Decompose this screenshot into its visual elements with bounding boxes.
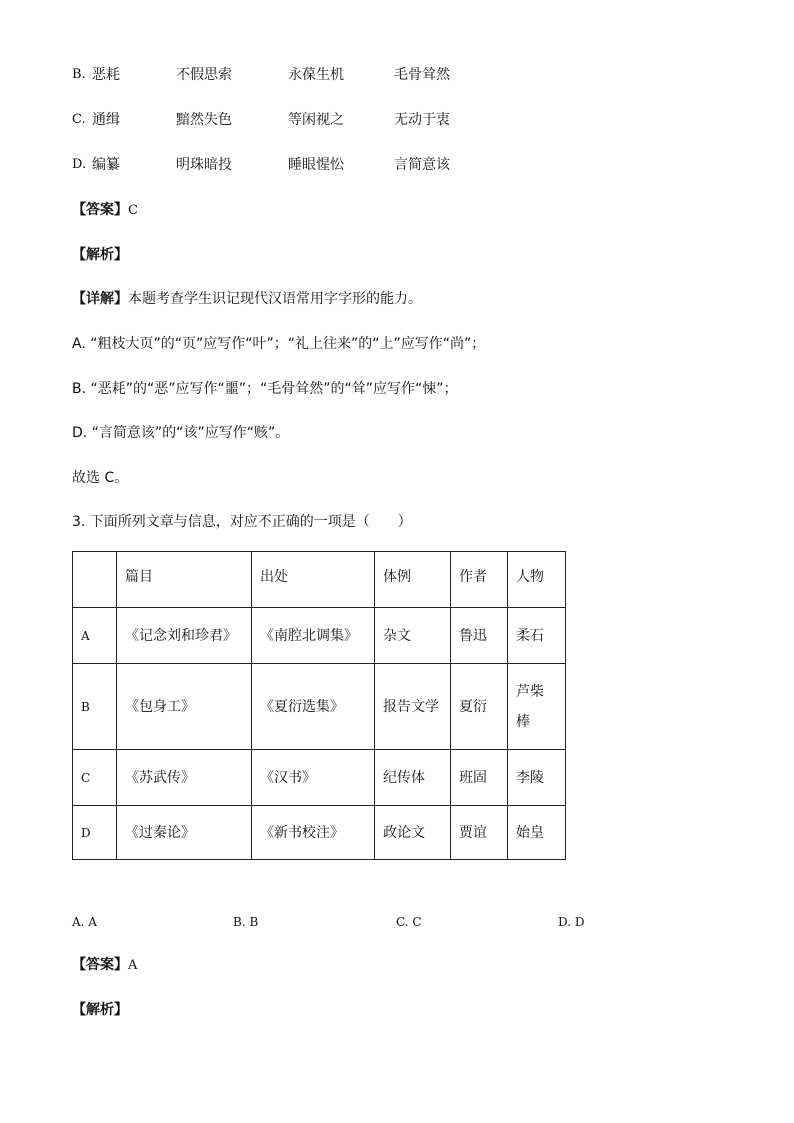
option-word: 永葆生机 bbox=[288, 67, 344, 83]
table-cell: 《苏武传》 bbox=[117, 750, 252, 806]
row-label: C bbox=[73, 750, 117, 806]
option-word: 明珠暗投 bbox=[176, 157, 232, 173]
table-header-cell: 人物 bbox=[508, 552, 566, 608]
answer-value: C bbox=[128, 203, 138, 218]
explanation-line: B. “恶耗”的“恶”应写作“噩”；“毛骨耸然”的“耸”应写作“悚”； bbox=[72, 381, 458, 397]
answer-tag: 【答案】 bbox=[72, 202, 128, 218]
table-row bbox=[73, 664, 566, 750]
choice-c: C. C bbox=[396, 915, 422, 929]
choice-a: A. A bbox=[72, 915, 97, 929]
table-cell: 《记念刘和珍君》 bbox=[117, 608, 252, 664]
answer-choices bbox=[72, 912, 632, 932]
table-header-row bbox=[73, 552, 566, 608]
explanation-line: D. “言简意该”的“该”应写作“赅”。 bbox=[72, 425, 290, 441]
option-word: 等闲视之 bbox=[288, 112, 344, 128]
option-word: 不假思索 bbox=[176, 67, 232, 83]
table-row bbox=[73, 806, 566, 860]
conclusion-line: 故选 C。 bbox=[72, 470, 129, 486]
answer-line bbox=[72, 200, 138, 221]
analysis-tag: 【解析】 bbox=[72, 1002, 128, 1018]
choice-d: D. D bbox=[558, 915, 585, 929]
table-header-cell: 作者 bbox=[451, 552, 508, 608]
table-cell: 《汉书》 bbox=[252, 750, 375, 806]
option-word: 恶耗 bbox=[92, 67, 120, 83]
answer-line bbox=[72, 955, 137, 976]
table-header-cell: 出处 bbox=[252, 552, 375, 608]
question-3-text: 3. 下面所列文章与信息，对应不正确的一项是（ ） bbox=[72, 514, 412, 530]
table-cell: 鲁迅 bbox=[451, 608, 508, 664]
table-cell: 纪传体 bbox=[375, 750, 451, 806]
option-word: 黯然失色 bbox=[176, 112, 232, 128]
table-cell: 《南腔北调集》 bbox=[252, 608, 375, 664]
explanation-line: A. “粗枝大页”的“页”应写作“叶”；“礼上往来”的“上”应写作“尚”； bbox=[72, 336, 486, 352]
option-word: 编纂 bbox=[92, 157, 120, 173]
table-cell: 始皇 bbox=[508, 806, 566, 860]
option-word: 无动于衷 bbox=[394, 112, 450, 128]
table-cell: 政论文 bbox=[375, 806, 451, 860]
table-row bbox=[73, 608, 566, 664]
detail-text: 本题考查学生识记现代汉语常用字字形的能力。 bbox=[128, 291, 422, 307]
table-cell: 《过秦论》 bbox=[117, 806, 252, 860]
table-cell: 《新书校注》 bbox=[252, 806, 375, 860]
answer-tag: 【答案】 bbox=[72, 957, 128, 973]
analysis-tag: 【解析】 bbox=[72, 247, 128, 263]
option-letter: C. bbox=[72, 112, 86, 127]
table-cell: 《包身工》 bbox=[117, 664, 252, 750]
info-table bbox=[72, 551, 566, 860]
table-header-cell: 篇目 bbox=[117, 552, 252, 608]
option-letter: B. bbox=[72, 67, 86, 82]
table-cell: 报告文学 bbox=[375, 664, 451, 750]
row-label: D bbox=[73, 806, 117, 860]
table-cell: 柔石 bbox=[508, 608, 566, 664]
row-label: A bbox=[73, 608, 117, 664]
table-row bbox=[73, 750, 566, 806]
table-cell: 杂文 bbox=[375, 608, 451, 664]
table-cell: 贾谊 bbox=[451, 806, 508, 860]
table-cell: 夏衍 bbox=[451, 664, 508, 750]
detail-tag: 【详解】 bbox=[72, 291, 128, 307]
answer-value: A bbox=[128, 958, 138, 973]
option-letter: D. bbox=[72, 157, 87, 172]
option-word: 睡眼惺忪 bbox=[288, 157, 344, 173]
option-word: 言简意该 bbox=[394, 157, 450, 173]
table-header-cell bbox=[73, 552, 117, 608]
table-cell: 班固 bbox=[451, 750, 508, 806]
table-cell: 李陵 bbox=[508, 750, 566, 806]
choice-b: B. B bbox=[233, 915, 259, 929]
row-label: B bbox=[73, 664, 117, 750]
table-cell: 芦柴棒 bbox=[508, 664, 566, 750]
detail-line bbox=[72, 289, 422, 309]
table-header-cell: 体例 bbox=[375, 552, 451, 608]
table-cell: 《夏衍选集》 bbox=[252, 664, 375, 750]
option-word: 毛骨耸然 bbox=[394, 67, 450, 83]
option-word: 通缉 bbox=[92, 112, 120, 128]
